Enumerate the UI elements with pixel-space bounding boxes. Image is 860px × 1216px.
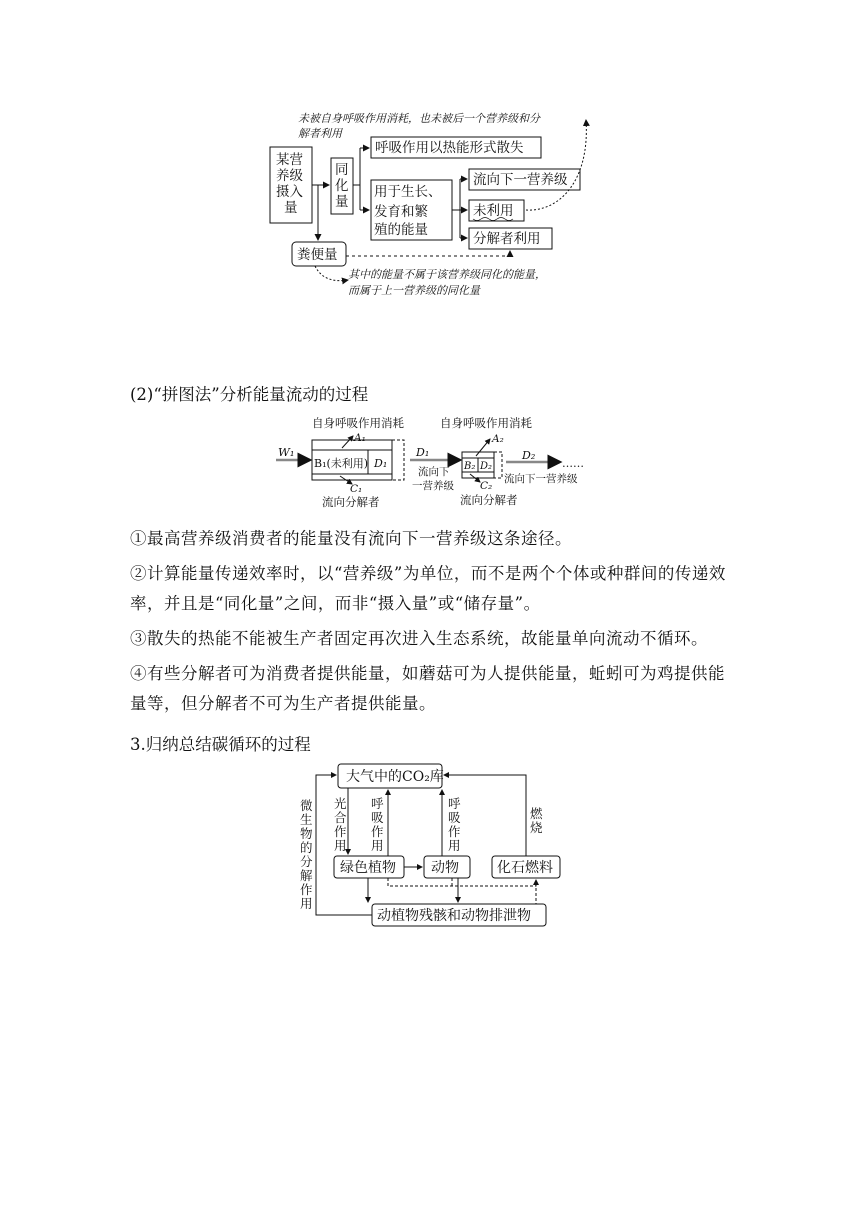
svg-text:量: 量 bbox=[284, 200, 298, 216]
svg-text:发育和繁: 发育和繁 bbox=[374, 204, 428, 220]
svg-text:作: 作 bbox=[334, 824, 347, 839]
svg-text:分: 分 bbox=[300, 854, 313, 869]
svg-text:绿色植物: 绿色植物 bbox=[340, 860, 396, 876]
svg-text:烧: 烧 bbox=[530, 820, 543, 835]
svg-text:化: 化 bbox=[335, 178, 349, 194]
svg-text:用: 用 bbox=[448, 838, 461, 853]
svg-text:光: 光 bbox=[334, 796, 347, 811]
puzzle-energy-flow-diagram bbox=[270, 412, 600, 512]
svg-text:作: 作 bbox=[371, 824, 384, 839]
svg-text:呼: 呼 bbox=[371, 796, 384, 811]
svg-text:粪便量: 粪便量 bbox=[297, 247, 338, 263]
note-paragraph-4: ④有些分解者可为消费者提供能量，如蘑菇可为人提供能量，蚯蚓可为鸡提供能量等，但分解者不可为生产者提供能量。 bbox=[130, 664, 725, 713]
svg-text:A₁: A₁ bbox=[354, 432, 366, 444]
section2-title: (2)“拼图法”分析能量流动的过程 bbox=[130, 385, 369, 404]
svg-text:吸: 吸 bbox=[371, 810, 384, 825]
note-bottom-line2: 而属于上一营养级的同化量 bbox=[348, 284, 480, 297]
svg-text:流向下一营养级: 流向下一营养级 bbox=[504, 473, 578, 485]
note-paragraph-2: ②计算能量传递效率时，以“营养级”为单位，而不是两个个体或种群间的传递效率，并且是“同化量”之间，而非“摄入量”或“储存量”。 bbox=[130, 564, 726, 613]
svg-text:吸: 吸 bbox=[448, 810, 461, 825]
svg-text:C₂: C₂ bbox=[480, 480, 493, 492]
svg-text:微: 微 bbox=[300, 798, 313, 813]
svg-text:合: 合 bbox=[334, 810, 347, 825]
svg-text:动物: 动物 bbox=[431, 860, 459, 876]
svg-text:用: 用 bbox=[300, 896, 313, 911]
svg-text:未利用: 未利用 bbox=[473, 203, 514, 219]
svg-text:流向分解者: 流向分解者 bbox=[460, 493, 518, 507]
svg-text:摄入: 摄入 bbox=[276, 184, 303, 200]
svg-text:B₁(未利用): B₁(未利用) bbox=[314, 457, 369, 470]
svg-text:一营养级: 一营养级 bbox=[412, 480, 454, 492]
svg-text:大气中的CO₂库: 大气中的CO₂库 bbox=[346, 769, 444, 785]
svg-text:用: 用 bbox=[334, 838, 347, 853]
note-paragraph-1: ①最高营养级消费者的能量没有流向下一营养级这条途径。 bbox=[130, 529, 572, 548]
svg-text:流向下: 流向下 bbox=[418, 466, 450, 478]
svg-text:流向下一营养级: 流向下一营养级 bbox=[473, 172, 568, 188]
svg-text:作: 作 bbox=[448, 824, 461, 839]
svg-text:殖的能量: 殖的能量 bbox=[374, 222, 428, 238]
svg-text:D₂: D₂ bbox=[522, 449, 536, 462]
svg-text:D₁: D₁ bbox=[374, 457, 388, 470]
svg-text:用: 用 bbox=[371, 838, 384, 853]
svg-text:动植物残骸和动物排泄物: 动植物残骸和动物排泄物 bbox=[377, 908, 531, 924]
note-bottom-line1: 其中的能量不属于该营养级同化的能量， bbox=[348, 268, 546, 281]
svg-text:B₂: B₂ bbox=[464, 461, 476, 472]
svg-text:分解者利用: 分解者利用 bbox=[473, 231, 541, 247]
svg-text:……: …… bbox=[562, 457, 584, 470]
svg-text:用于生长、: 用于生长、 bbox=[374, 184, 442, 200]
section3-title: 3.归纳总结碳循环的过程 bbox=[130, 735, 311, 754]
svg-text:自身呼吸作用消耗: 自身呼吸作用消耗 bbox=[312, 416, 404, 430]
svg-text:自身呼吸作用消耗: 自身呼吸作用消耗 bbox=[440, 416, 532, 430]
svg-text:C₁: C₁ bbox=[350, 483, 363, 495]
svg-text:D₂: D₂ bbox=[480, 461, 493, 472]
svg-text:物: 物 bbox=[300, 826, 313, 841]
note-paragraph-3: ③散失的热能不能被生产者固定再次进入生态系统，故能量单向流动不循环。 bbox=[130, 629, 708, 648]
svg-text:作: 作 bbox=[300, 882, 313, 897]
svg-text:呼: 呼 bbox=[448, 796, 461, 811]
svg-text:养级: 养级 bbox=[276, 168, 303, 184]
svg-text:某营: 某营 bbox=[276, 152, 303, 168]
svg-text:量: 量 bbox=[335, 194, 349, 210]
energy-fate-diagram bbox=[260, 100, 600, 305]
svg-text:D₁: D₁ bbox=[416, 446, 430, 459]
note-top-line1: 未被自身呼吸作用消耗，也未被后一个营养级和分 bbox=[298, 112, 540, 125]
svg-text:A₂: A₂ bbox=[492, 433, 504, 445]
svg-text:流向分解者: 流向分解者 bbox=[322, 495, 380, 509]
svg-text:呼吸作用以热能形式散失: 呼吸作用以热能形式散失 bbox=[375, 140, 524, 156]
svg-text:燃: 燃 bbox=[530, 806, 543, 821]
svg-text:解: 解 bbox=[300, 868, 313, 883]
svg-text:同: 同 bbox=[335, 162, 349, 178]
note-top-line2: 解者利用 bbox=[298, 127, 342, 140]
svg-text:生: 生 bbox=[300, 812, 313, 827]
svg-text:的: 的 bbox=[300, 840, 313, 855]
svg-text:W₁: W₁ bbox=[278, 445, 295, 459]
carbon-cycle-diagram bbox=[290, 760, 580, 932]
svg-text:化石燃料: 化石燃料 bbox=[497, 860, 553, 876]
